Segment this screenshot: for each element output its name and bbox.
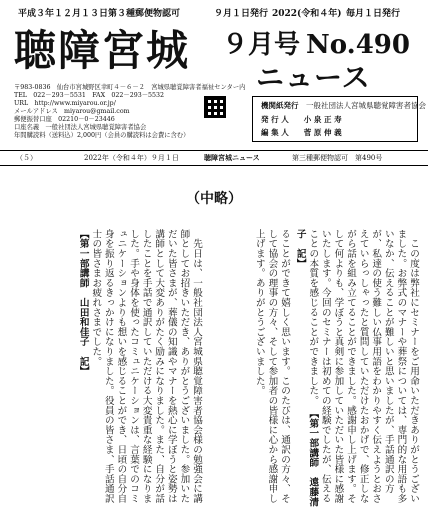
article-text-left: 先日は、一般社団法人宮城県聴覚障害者協会様の勉強会に講師としてお招きいただき、ありがとうございました。参加いただいた皆さまが、葬儀の知識やマナーを熱心に学ぼうと姿勢は講師として大変ありがたく励みになりました。また、自分が話したことを手話で通訳していただける大変貴重な経験になりました。手や身体を使ったコミュニケーションは、言葉でのコミュニケーションよりも想いを感じることができ、日頃の自分自身を振り返るきっかけになりました。役員の皆さま、手話通訳士の皆さまお疲れさまでした。 [90,229,202,504]
masthead-title: 聴障宮城 [14,26,191,75]
editor-name: 菅 原 伸 義 [303,128,342,137]
publisher-name: 小 泉 正 寿 [303,115,342,124]
issue-date: ９月１日発行 [214,9,269,19]
postal-permit: 平成３年１２月１３日第３種郵便物認可 [18,9,181,19]
qr-code-icon [204,96,226,118]
editor-label: 編 集 人 [261,128,289,137]
postal-account-line: 郵便振替口座 02210－0－23446 [14,116,115,123]
author-signature-left: 【第一部講師 山田和佳子 記】 [77,229,89,376]
issue-number: No.490 [306,30,410,60]
org-label: 機関紙発行 [261,101,299,110]
article-text-middle-end: ることができて嬉しく思います。このたびは、通訳の方々、そして協会の理事の方々、そして参加者の皆様に心から感謝申し上げます。ありがとうございました。 [253,229,290,504]
bar-title: 聴障宮城ニュース [204,153,260,162]
article-column-right [293,229,419,513]
page-number: （５） [16,154,37,162]
issue-year: 2022(令和４年) [272,9,342,19]
bar-date: 2022年（令和４年）９月１日 [84,154,179,162]
publication-frequency: 毎月１日発行 [346,9,401,19]
issue-month: ９月号 [222,30,301,60]
bar-permit: 第三種郵便物認可 第490号 [292,154,383,162]
author-signature-right: 【第一部講師 遠藤清子 記】 [294,229,319,507]
email-line: メールアドレス miyarou@gmail.com [14,108,130,115]
address-line: 〒983-0836 仙台市宮城野区幸町４－６－２ 宮城県聴覚障害者福祉センター内 [14,84,246,91]
article-column-left [12,229,202,513]
omitted-marker: （中略） [186,191,242,207]
publisher-box [252,96,426,142]
org-name: 一般社団法人宮城県聴覚障害者協会 [306,101,426,110]
article-text-right: この度は弊社にセミナーをご用命いただきありがとうございました。お弊式のマナーや葬祭については、専門的な用語も多いなか、伝えることが難しいと思いましたが、手話通訳の方が、私達の使う難しい仏事用語をわかりやすく伝えようとおさえていらっしゃったと質問していただけたおかげで、修正しながら話を組み立てることができました。感謝申し上げます。そして何よりも、学ぼうと真剣に参加していただいた皆様に感謝いたします。今回のセミナーは初めての経験でしたが、伝えることの本質を感じることができました。 [307,229,419,504]
page-info-bar [0,150,428,166]
publisher-label: 発 行 人 [261,115,289,124]
phone-line: TEL 022－293－5531 FAX 022－293－5532 [14,92,165,99]
masthead-subtitle: ニュース [256,61,371,94]
newspaper-header [0,0,428,170]
article-column-middle [206,229,290,513]
account-name-line: 口座名義 一般社団法人宮城県聴覚障害者協会 [14,124,147,131]
url-line: URL http://www.miyarou.or.jp/ [14,100,116,107]
subscription-line: 年間購読料（送料込）2,000円（会員の購読料は会費に含む） [14,132,190,139]
